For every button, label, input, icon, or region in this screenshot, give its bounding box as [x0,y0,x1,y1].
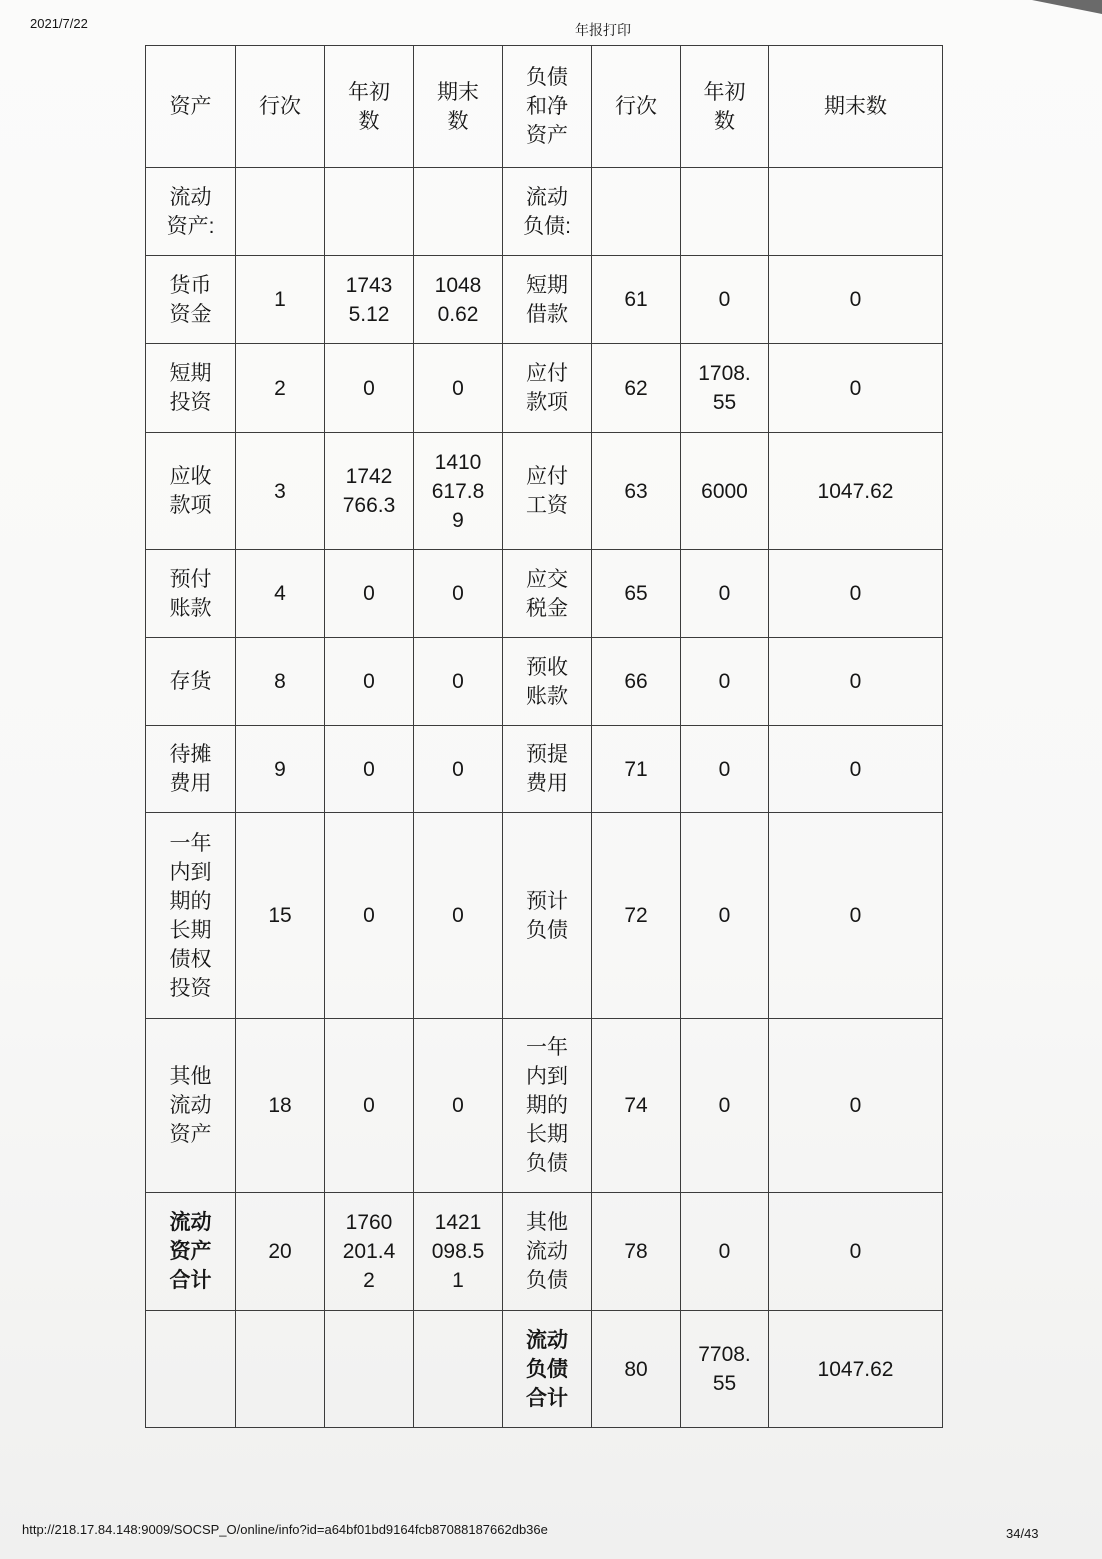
asset-name-cell [146,1193,236,1311]
asset-end-balance: 0 [452,1094,464,1117]
liability-name-cell [503,256,592,344]
liability-name: 应交税金 [526,567,568,620]
table-row [146,726,943,813]
liability-name-cell [503,1193,592,1311]
asset-end-balance-cell [414,1193,503,1311]
table-row [146,433,943,550]
liability-end-balance-cell [769,726,943,813]
asset-line-no-cell [236,550,325,638]
liability-line-no-cell [592,344,681,433]
table-row [146,168,943,256]
table-row [146,638,943,726]
header-row [146,46,943,168]
asset-begin-balance: 0 [363,757,375,781]
liability-name-cell [503,344,592,433]
asset-line-no-cell [236,344,325,433]
print-date: 2021/7/22 [30,16,88,31]
liability-line-no-cell [592,1019,681,1193]
asset-name: 预付账款 [169,567,212,620]
asset-name-cell [146,433,236,550]
asset-line-no-cell [236,1193,325,1311]
asset-begin-balance-cell [325,1019,414,1193]
asset-begin-balance: 1760201.42 [342,1211,396,1292]
current-liabilities-total-label: 流动负债合计 [526,1328,568,1410]
asset-name: 一年内到期的长期债权投资 [169,831,212,1000]
asset-begin-balance: 0 [363,376,375,400]
liability-end-balance: 0 [849,376,862,400]
asset-name: 待摊费用 [169,743,212,795]
liability-begin-balance-cell [681,813,769,1019]
liability-line-no-cell [592,168,681,256]
asset-name-cell [146,638,236,726]
asset-line-no-cell [236,433,325,550]
liability-name: 短期借款 [526,273,568,326]
liability-line-no: 80 [624,1357,648,1381]
asset-end-balance: 1410617.89 [431,450,485,532]
liability-line-no-cell [592,550,681,638]
asset-name: 流动资产: [166,185,215,238]
asset-end-balance-cell [414,1311,503,1428]
table-row [146,813,943,1019]
asset-end-balance-cell [414,813,503,1019]
liability-begin-balance-cell [681,550,769,638]
table-row [146,344,943,433]
col-header-liability-label: 负债和净资产 [526,66,568,147]
liability-line-no-cell [592,433,681,550]
liability-end-balance: 0 [849,1094,862,1117]
liability-line-no-cell [592,1311,681,1428]
asset-name-cell [146,344,236,433]
liability-begin-balance-cell [681,1311,769,1428]
asset-name: 应收款项 [169,465,212,517]
liability-end-balance-cell [769,168,943,256]
col-header-asset-end [414,46,503,168]
asset-name: 存货 [169,670,212,693]
balance-sheet-table [145,45,943,1428]
asset-end-balance-cell [414,1019,503,1193]
liability-begin-balance-cell [681,256,769,344]
liability-line-no: 72 [624,904,648,927]
liability-name-cell [503,168,592,256]
asset-line-no: 4 [274,582,286,605]
col-header-liability-begin-label: 年初数 [703,80,746,133]
col-header-asset-end-label: 期末数 [437,80,479,133]
asset-name: 短期投资 [169,362,212,414]
asset-end-balance: 0 [452,757,464,781]
asset-line-no-cell [236,256,325,344]
col-header-liability-end [769,46,943,168]
liability-begin-balance-cell [681,1193,769,1311]
liability-name: 一年内到期的长期负债 [526,1036,568,1175]
liability-line-no-cell [592,813,681,1019]
page-corner-shadow [1032,0,1102,14]
table-row [146,1311,943,1428]
liability-begin-balance-cell [681,638,769,726]
col-header-asset-label: 资产 [169,95,212,118]
liability-name: 流动负债: [523,185,571,238]
asset-begin-balance: 1742766.3 [342,465,396,517]
liability-name-cell [503,726,592,813]
asset-begin-balance-cell [325,344,414,433]
table-row [146,550,943,638]
col-header-liability-line-no [592,46,681,168]
liability-name-cell [503,1019,592,1193]
asset-line-no-cell [236,813,325,1019]
liability-name: 预收账款 [526,655,568,708]
asset-begin-balance-cell [325,256,414,344]
asset-end-balance-cell [414,168,503,256]
liability-end-balance: 0 [849,757,862,781]
asset-end-balance-cell [414,726,503,813]
col-header-asset-line-no [236,46,325,168]
table-row [146,256,943,344]
liability-line-no-cell [592,638,681,726]
liability-begin-balance: 0 [718,1094,731,1117]
asset-line-no: 8 [274,670,286,693]
asset-line-no-cell [236,638,325,726]
asset-line-no: 3 [274,479,286,503]
liability-name: 应付工资 [526,465,568,517]
liability-end-balance-cell [769,1019,943,1193]
liability-line-no: 71 [624,757,648,781]
asset-end-balance-cell [414,344,503,433]
asset-line-no: 20 [268,1240,292,1263]
liability-begin-balance: 0 [718,670,731,693]
liability-begin-balance: 1708.55 [698,362,751,414]
source-url: http://218.17.84.148:9009/SOCSP_O/online/info?id=a64bf01bd9164fcb87088187662db36e [22,1522,548,1537]
asset-name-cell [146,168,236,256]
liability-begin-balance: 0 [718,582,731,605]
asset-end-balance: 1421098.51 [431,1211,485,1292]
asset-line-no-cell [236,1019,325,1193]
liability-line-no: 66 [624,670,648,693]
page-title: 年报打印 [575,23,631,39]
asset-end-balance: 0 [452,670,464,693]
table-row [146,1019,943,1193]
liability-line-no: 65 [624,582,648,605]
asset-begin-balance-cell [325,726,414,813]
liability-name: 预计负债 [526,889,568,942]
asset-begin-balance: 0 [363,1094,375,1117]
asset-line-no: 1 [274,288,286,311]
liability-line-no-cell [592,1193,681,1311]
liability-end-balance: 0 [849,582,862,605]
asset-name-cell [146,1019,236,1193]
asset-line-no-cell [236,168,325,256]
asset-line-no: 9 [274,757,286,781]
asset-end-balance-cell [414,433,503,550]
liability-begin-balance: 0 [718,288,731,311]
liability-end-balance-cell [769,638,943,726]
liability-end-balance: 0 [849,288,862,311]
asset-end-balance: 10480.62 [434,273,482,326]
asset-begin-balance-cell [325,168,414,256]
liability-line-no: 78 [624,1240,648,1263]
liability-line-no: 74 [624,1094,648,1117]
asset-end-balance: 0 [452,904,464,927]
asset-begin-balance-cell [325,1311,414,1428]
liability-begin-balance-cell [681,1019,769,1193]
liability-begin-balance: 7708.55 [698,1343,751,1395]
liability-begin-balance-cell [681,168,769,256]
liability-name-cell [503,550,592,638]
liability-line-no: 62 [624,376,648,400]
liability-name: 其他流动负债 [526,1211,568,1292]
liability-end-balance-cell [769,256,943,344]
asset-name: 货币资金 [169,273,212,326]
table-row [146,1193,943,1311]
asset-name-cell [146,256,236,344]
liability-line-no-cell [592,256,681,344]
liability-begin-balance: 0 [718,1240,731,1263]
liability-line-no: 61 [624,288,648,311]
liability-name: 预提费用 [526,743,568,795]
asset-begin-balance-cell [325,638,414,726]
liability-name: 应付款项 [526,362,568,414]
asset-end-balance-cell [414,550,503,638]
asset-begin-balance: 0 [363,904,375,927]
asset-end-balance: 0 [452,582,464,605]
asset-name-cell [146,813,236,1019]
asset-line-no: 18 [268,1094,292,1117]
asset-begin-balance: 0 [363,670,375,693]
liability-name-cell [503,813,592,1019]
liability-end-balance-cell [769,1311,943,1428]
asset-line-no: 2 [274,376,286,400]
col-header-asset-begin-label: 年初数 [348,80,390,133]
asset-name-cell [146,726,236,813]
asset-begin-balance: 17435.12 [345,273,393,326]
liability-end-balance-cell [769,433,943,550]
col-header-liability-line-no-label: 行次 [615,95,657,118]
liability-begin-balance-cell [681,433,769,550]
liability-begin-balance-cell [681,726,769,813]
col-header-liability [503,46,592,168]
current-assets-total-label: 流动资产合计 [169,1211,212,1292]
col-header-liability-begin [681,46,769,168]
col-header-asset [146,46,236,168]
col-header-asset-line-no-label: 行次 [259,95,301,118]
liability-name-cell [503,1311,592,1428]
liability-line-no: 63 [624,479,648,503]
liability-end-balance-cell [769,550,943,638]
liability-end-balance: 0 [849,670,862,693]
liability-end-balance-cell [769,1193,943,1311]
asset-line-no-cell [236,1311,325,1428]
asset-end-balance-cell [414,256,503,344]
asset-line-no: 15 [268,904,292,927]
asset-name: 其他流动资产 [169,1065,212,1146]
asset-begin-balance-cell [325,550,414,638]
liability-begin-balance-cell [681,344,769,433]
liability-end-balance: 1047.62 [817,479,894,503]
asset-begin-balance-cell [325,433,414,550]
asset-begin-balance-cell [325,1193,414,1311]
page-number: 34/43 [1006,1526,1039,1541]
liability-end-balance-cell [769,344,943,433]
col-header-liability-end-label: 期末数 [824,95,887,118]
liability-line-no-cell [592,726,681,813]
liability-end-balance: 1047.62 [817,1357,894,1381]
col-header-asset-begin [325,46,414,168]
liability-begin-balance: 6000 [701,479,748,503]
asset-name-cell [146,1311,236,1428]
asset-name-cell [146,550,236,638]
liability-begin-balance: 0 [718,757,731,781]
liability-name-cell [503,638,592,726]
liability-end-balance: 0 [849,1240,862,1263]
asset-line-no-cell [236,726,325,813]
liability-end-balance-cell [769,813,943,1019]
asset-begin-balance: 0 [363,582,375,605]
liability-begin-balance: 0 [718,904,731,927]
liability-name-cell [503,433,592,550]
liability-end-balance: 0 [849,904,862,927]
asset-end-balance: 0 [452,376,464,400]
asset-begin-balance-cell [325,813,414,1019]
asset-end-balance-cell [414,638,503,726]
